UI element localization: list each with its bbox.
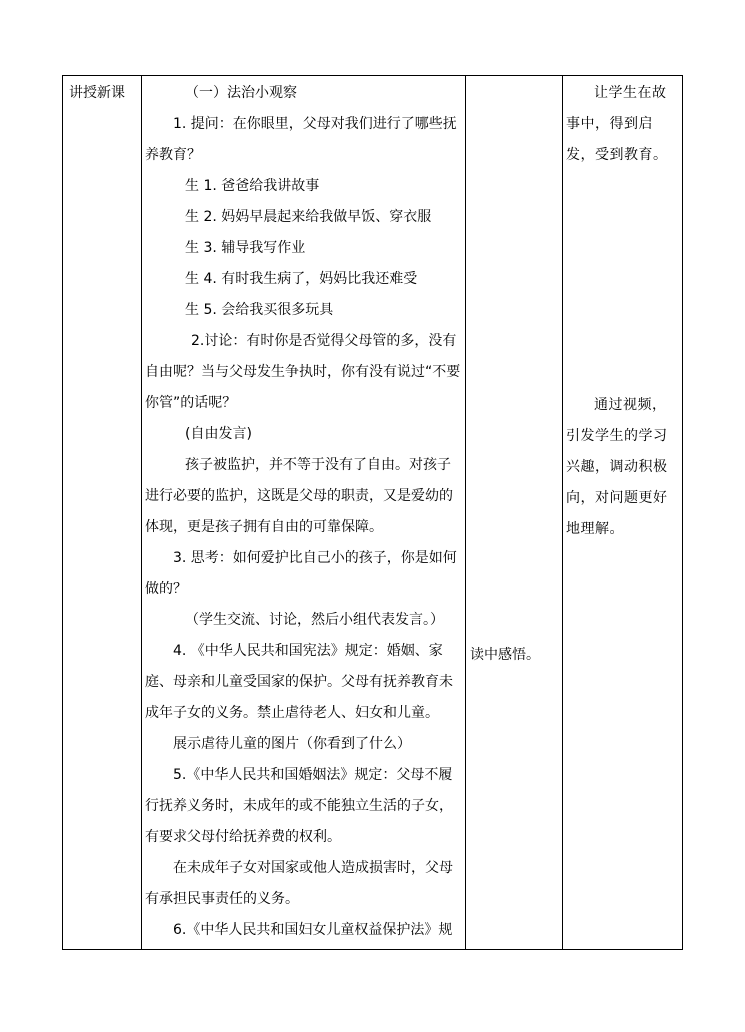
lesson-plan-table bbox=[62, 75, 683, 950]
content-heading: （一）法治小观察 bbox=[185, 85, 297, 101]
content-paragraph: 在未成年子女对国家或他人造成损害时，父母有承担民事责任的义务。 bbox=[145, 860, 453, 907]
design-intent-2 bbox=[566, 390, 678, 545]
content-paragraph: 生 3. 辅导我写作业 bbox=[185, 240, 306, 256]
content-paragraph: (自由发言) bbox=[185, 426, 252, 442]
content-paragraph: 4. 《中华人民共和国宪法》规定：婚姻、家庭、母亲和儿童受国家的保护。父母有抚养教育未成年子女的义务。禁止虐待老人、妇女和儿童。 bbox=[145, 643, 453, 721]
content-paragraph: 孩子被监护，并不等于没有了自由。对孩子进行必要的监护，这既是父母的职责，又是爱幼的体现，更是孩子拥有自由的可靠保障。 bbox=[145, 457, 453, 535]
content-paragraph: 生 4. 有时我生病了，妈妈比我还难受 bbox=[185, 271, 418, 287]
content-paragraph: 展示虐待儿童的图片（你看到了什么） bbox=[173, 736, 411, 752]
content-paragraph: 3. 思考：如何爱护比自己小的孩子，你是如何做的？ bbox=[145, 550, 457, 597]
column-divider bbox=[562, 76, 563, 949]
design-intent-text: 通过视频，引发学生的学习兴趣，调动积极向，对问题更好地理解。 bbox=[566, 397, 668, 537]
content-paragraph: 2.讨论：有时你是否觉得父母管的多，没有自由呢？当与父母发生争执时，你有没有说过“不要你管”的话呢？ bbox=[145, 333, 461, 411]
content-paragraph: 6.《中华人民共和国妇女儿童权益保护法》规 bbox=[173, 922, 453, 938]
column-divider bbox=[465, 76, 466, 949]
teaching-content bbox=[145, 78, 463, 946]
content-paragraph: 生 1. 爸爸给我讲故事 bbox=[185, 178, 320, 194]
content-paragraph: 1. 提问：在你眼里，父母对我们进行了哪些抚养教育？ bbox=[145, 116, 457, 163]
content-paragraph: 生 2. 妈妈早晨起来给我做早饭、穿衣服 bbox=[185, 209, 432, 225]
section-label bbox=[69, 78, 143, 109]
content-paragraph: 5.《中华人民共和国婚姻法》规定：父母不履行抚养义务时，未成年的或不能独立生活的子女，有要求父母付给抚养费的权利。 bbox=[145, 767, 453, 845]
section-label-text: 讲授新课 bbox=[69, 85, 125, 101]
column-divider bbox=[141, 76, 142, 949]
content-paragraph: （学生交流、讨论，然后小组代表发言。） bbox=[185, 612, 444, 628]
content-paragraph: 生 5. 会给我买很多玩具 bbox=[185, 302, 334, 318]
student-activity bbox=[470, 640, 558, 671]
design-intent-1 bbox=[566, 78, 678, 171]
design-intent-text: 让学生在故事中，得到启发，受到教育。 bbox=[566, 85, 668, 163]
student-activity-text: 读中感悟。 bbox=[470, 647, 540, 663]
